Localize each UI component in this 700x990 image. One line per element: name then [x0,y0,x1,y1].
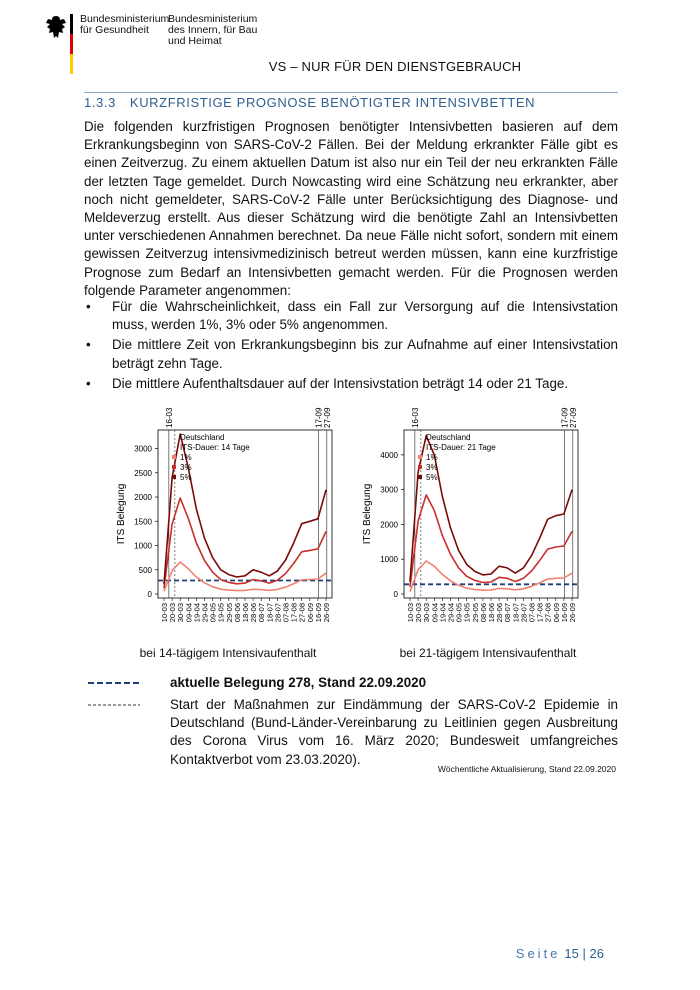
x-tick-label: 08-06 [478,603,488,623]
x-tick-label: 07-08 [527,603,537,623]
marker-label: 27-09 [568,407,578,428]
x-tick-label: 28-07 [273,603,283,623]
section-title: KURZFRISTIGE PROGNOSE BENÖTIGTER INTENSIVBETTEN [129,95,536,110]
chart-its-21-days [356,396,592,636]
x-tick-label: 26-09 [322,603,331,623]
marker-label: 17-09 [314,407,324,428]
x-tick-label: 19-05 [462,603,472,623]
series-line-1% [410,561,572,592]
section-heading [84,92,618,110]
x-tick-label: 29-05 [224,603,234,623]
y-tick-label: 3000 [134,444,152,454]
legend-entry: 5% [426,473,438,482]
x-tick-label: 29-04 [200,603,210,623]
y-tick-label: 4000 [380,450,398,460]
legend-title: ITS-Dauer: 14 Tage [180,443,250,452]
x-tick-label: 20-03 [414,603,424,623]
x-tick-label: 08-06 [232,603,242,623]
y-tick-label: 500 [138,565,152,575]
x-tick-label: 28-06 [249,603,259,623]
y-axis-label: ITS Belegung [362,483,373,545]
x-tick-label: 30-03 [176,603,186,623]
marker-label: 16-03 [410,407,420,428]
x-tick-label: 29-05 [470,603,480,623]
x-tick-label: 18-07 [265,603,275,623]
legend-entry: 3% [426,463,438,472]
x-tick-label: 08-07 [503,603,513,623]
page-number: Seite 15 | 26 [515,946,604,961]
legend-swatch [418,455,422,459]
y-tick-label: 2000 [380,520,398,530]
y-tick-label: 1000 [380,555,398,565]
x-tick-label: 09-04 [430,603,440,623]
bullet-icon: • [86,299,91,314]
list-item: • Die mittlere Zeit von Erkrankungsbeginn bis zur Aufnahme auf einer Intensivstation beträgt zehn Tage. [86,337,618,371]
x-tick-label: 18-07 [511,603,521,623]
x-tick-label: 27-08 [543,603,553,623]
marker-label: 16-03 [164,407,174,428]
legend-title: Deutschland [180,433,225,442]
legend-title: Deutschland [426,433,471,442]
x-tick-label: 17-08 [289,603,299,623]
x-tick-label: 20-03 [168,603,178,623]
chart-its-14-days [110,396,346,636]
series-line-3% [164,498,326,588]
chart-svg [356,396,592,636]
legend-swatch [418,465,422,469]
ministry-health: Bundesministerium für Gesundheit [80,13,170,36]
x-tick-label: 10-03 [406,603,415,623]
legend-title: ITS-Dauer: 21 Tage [426,443,496,452]
y-tick-label: 0 [147,590,152,599]
parameter-list [84,298,618,395]
legend-swatch [418,475,422,479]
x-tick-label: 09-05 [454,603,464,623]
bullet-icon: • [86,337,91,353]
federal-eagle-icon [44,14,68,42]
bullet-icon: • [86,375,91,391]
body-paragraph: Die folgenden kurzfristigen Prognosen benötigter Intensivbetten basieren auf dem Erkrankungsbeginn von SARS-CoV-2 Fällen. Bei der Meldung erkrankter Fälle gibt es einen Zeitverzug. Zu einem aktuellen Datum ist also nur ein Teil der neu erkrankten Fälle der letzten Tage gemeldet. Durch Nowcasting wird eine Schätzung neu erkrankter, aber noch nicht gemeldeter, SARS-CoV-2 Fälle unter Berücksichtigung des Diagnose- und Meldeverzug erstellt. Aus dieser Schätzung wird die benötigte Zahl an Intensivbetten unter verschiedenen Annahmen berechnet. Da neue Fälle nicht sofort, sondern mit einem gewissen Zeitverzug intensivmedizinisch betreut werden müssen, kann eine kurzfristige Prognose zum Bedarf an Intensivbetten gemacht werden. Für die Prognosen werden folgende Parameter angenommen: [84,119,618,298]
x-tick-label: 19-05 [216,603,226,623]
x-tick-label: 07-08 [281,603,291,623]
black-dashed-line-icon [88,696,142,714]
y-tick-label: 1000 [134,541,152,551]
x-tick-label: 29-04 [446,603,456,623]
x-tick-label: 09-04 [184,603,194,623]
marker-label: 17-09 [560,407,570,428]
x-tick-label: 19-04 [192,603,202,623]
x-tick-label: 28-07 [519,603,529,623]
legend-entry: 3% [180,463,192,472]
y-tick-label: 3000 [380,485,398,495]
legend-entry: 1% [180,453,192,462]
chart-svg [110,396,346,636]
ministry-interior: Bundesministerium des Innern, für Bau und Heimat [168,13,258,47]
x-tick-label: 09-05 [208,603,218,623]
x-tick-label: 27-08 [297,603,307,623]
y-tick-label: 2000 [134,493,152,503]
legend-entry: 1% [426,453,438,462]
x-tick-label: 10-03 [160,603,169,623]
x-tick-label: 17-08 [535,603,545,623]
section-number: 1.3.3 [84,95,116,110]
classification-label: VS – NUR FÜR DEN DIENSTGEBRAUCH [268,59,522,74]
y-axis-label: ITS Belegung [116,483,127,545]
x-tick-label: 30-03 [422,603,432,623]
blue-dashed-line-icon [88,674,142,692]
list-item: • Für die Wahrscheinlichkeit, dass ein Fall zur Versorgung auf die Intensivstation muss, werden 1%, 3% oder 5% angenommen. [86,299,618,333]
x-tick-label: 06-09 [305,603,315,623]
x-tick-label: 18-06 [487,603,496,623]
x-tick-label: 18-06 [241,603,250,623]
y-tick-label: 1500 [134,517,152,527]
legend-entry: 5% [180,473,192,482]
update-note: Wöchentliche Aktualisierung, Stand 22.09.2020 [437,764,616,774]
legend-swatch [172,455,176,459]
legend-swatch [172,465,176,469]
x-tick-label: 06-09 [551,603,561,623]
y-tick-label: 2500 [134,468,152,478]
x-tick-label: 26-09 [568,603,577,623]
x-tick-label: 19-04 [438,603,448,623]
x-tick-label: 08-07 [257,603,267,623]
legend-swatch [172,475,176,479]
list-item: • Die mittlere Aufenthaltsdauer auf der Intensivstation beträgt 14 oder 21 Tage. [84,375,618,393]
marker-label: 27-09 [322,407,332,428]
x-tick-label: 16-09 [313,603,323,623]
x-tick-label: 28-06 [495,603,505,623]
x-tick-label: 16-09 [559,603,569,623]
chart-caption: bei 21-tägigem Intensivaufenthalt [399,646,577,660]
y-tick-label: 0 [393,590,398,599]
chart-caption: bei 14-tägigem Intensivaufenthalt [139,646,317,660]
